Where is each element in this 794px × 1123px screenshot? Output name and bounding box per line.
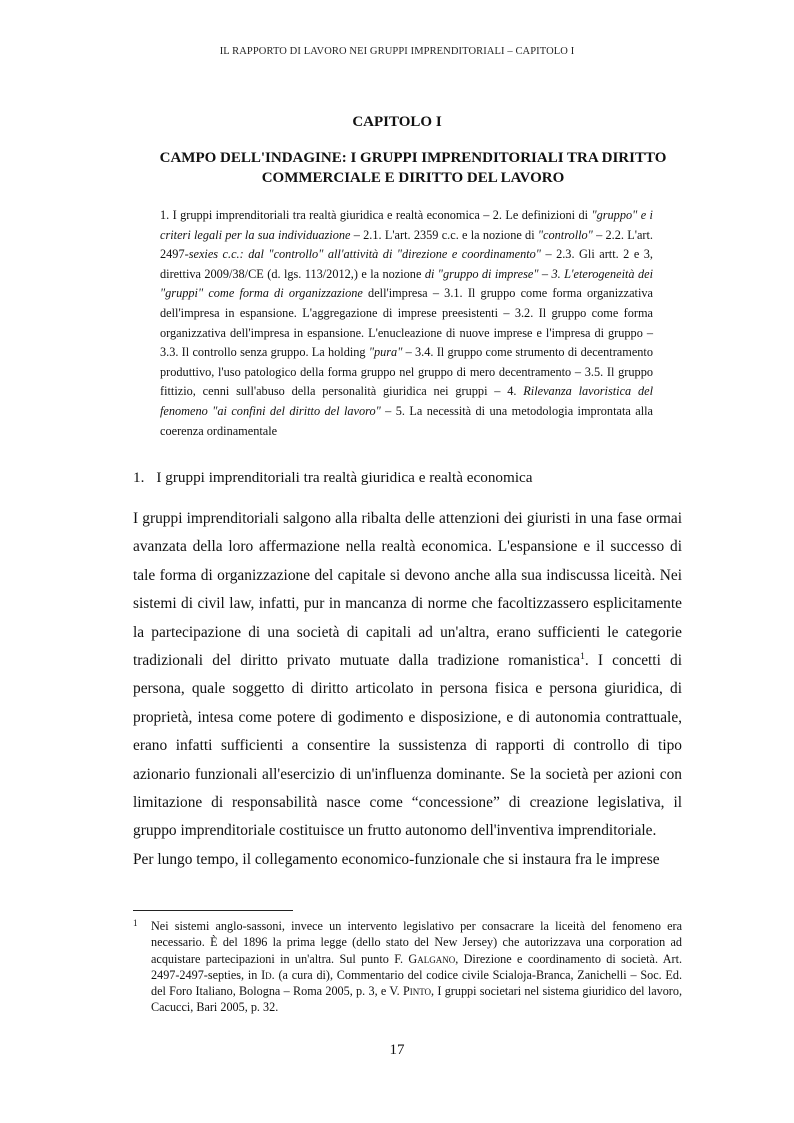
summary-italic-text: "gruppo" e i criteri legali per la sua individuazione [160,208,653,242]
summary-text: dell'impresa – 3.1. Il gruppo come forma organizzativa dell'impresa in espansione. L'aggregazione di imprese preesistenti – 3.2. Il gruppo come forma organizzativa dell'impresa in espansione. L'enucleazione di nuove imprese e l'impresa di gruppo – 3.3. Il controllo senza gruppo. La holding [160,286,653,360]
paragraph-text: I gruppi imprenditoriali salgono alla ribalta delle attenzioni dei giuristi in una fase ormai avanzata della loro affermazione nella realtà economica. L'espansione e il successo di tale forma di organizzazione del capitale si devono anche alla sua indiscussa liceità. Nei sistemi di civil law, infatti, pur in mancanza di norme che facoltizzassero esplicitamente la partecipazione di una società di capitali ad un'altra, erano sufficienti le categorie tradizionali del diritto privato mutuate dalla tradizione romanistica [133,510,682,670]
section-number: 1. [133,469,145,486]
chapter-title: CAPITOLO I [352,114,442,130]
summary-text: 1. I gruppi imprenditoriali tra realtà giuridica e realtà economica – 2. Le definizioni di [160,208,592,222]
body-text [133,505,682,874]
footnote [133,918,682,1016]
author-name: Id. [261,967,275,982]
footnote-text: , I gruppi societari nel sistema giuridico del lavoro, Cacucci, Bari 2005, p. 32. [151,984,683,1015]
section-title: I gruppi imprenditoriali tra realtà giuridica e realtà economica [156,469,533,486]
chapter-summary [160,206,653,441]
footnote-text: (a cura di), Commentario del codice civile Scialoja-Branca, Zanichelli – Soc. Ed. del Foro Italiano, Bologna – Roma 2005, p. 3, e V. [151,967,682,999]
footnote-reference: 1 [580,651,585,662]
running-header: IL RAPPORTO DI LAVORO NEI GRUPPI IMPRENDITORIALI – CAPITOLO I [219,46,575,57]
author-name: Pinto [402,984,432,999]
paragraph: Per lungo tempo, il collegamento economico-funzionale che si instaura fra le imprese [133,850,660,868]
summary-italic-text: "pura" [368,345,403,360]
author-name: Galgano [408,951,456,966]
summary-italic-text: sexies c.c.: dal "controllo" all'attività di "direzione e coordinamento" [188,247,541,262]
section-heading [133,469,693,487]
summary-text: – 3.4. Il gruppo come strumento di decentramento produttivo, l'uso patologico della forma gruppo nel gruppo di mero decentramento – 3.5. Il gruppo fittizio, cenni sull'abuso della personalità giuridica nei gruppi – 4. [160,345,653,399]
summary-italic-text: di "gruppo di imprese" – 3. L'eterogeneità dei "gruppi" come forma di organizzazione [160,266,653,301]
footnote-body [151,918,682,1016]
summary-text: – 5. La necessità di una metodologia improntata alla coerenza ordinamentale [160,403,653,438]
footnote-text: , Direzione e coordinamento di società. Art. 2497-2497-septies, in [151,951,682,982]
summary-italic-text: Rilevanza lavoristica del fenomeno "ai confini del diritto del lavoro" [160,384,654,418]
summary-text: – 2.1. L'art. 2359 c.c. e la nozione di [350,227,538,242]
summary-text: – 2.2. L'art. 2497- [160,227,653,262]
page-number: 17 [389,1042,405,1058]
footnote-separator [133,910,293,911]
summary-text: – 2.3. Gli artt. 2 e 3, direttiva 2009/38/CE (d. lgs. 113/2012,) e la nozione [160,247,654,281]
summary-italic-text: "controllo" [537,227,593,242]
footnote-text: Nei sistemi anglo-sassoni, invece un intervento legislativo per consacrare la liceità del fenomeno era necessario. È del 1896 la prima legge (dello stato del New Jersey) che autorizzava una corporation ad acquistare partecipazioni in un'altra. Sul punto F. [151,919,682,966]
chapter-subtitle: CAMPO DELL'INDAGINE: I GRUPPI IMPRENDITORIALI TRA DIRITTO COMMERCIALE E DIRITTO DEL LAVORO [159,150,667,186]
footnote-mark: 1 [133,918,138,928]
paragraph [133,505,682,846]
paragraph-text: . I concetti di persona, quale soggetto di diritto articolato in persona fisica e persona giuridica, di proprietà, intesa come potere di godimento e disposizione, e di autonomia contrattuale, erano infatti sufficienti a consentire la sussistenza di rapporti di controllo di tipo azionario funzionali all'esercizio di un'influenza dominante. Se la società per azioni con limitazione di responsabilità nasce come “concessione” di creazione legislativa, il gruppo imprenditoriale costituisce un frutto autonomo dell'inventiva imprenditoriale. [133,652,682,840]
